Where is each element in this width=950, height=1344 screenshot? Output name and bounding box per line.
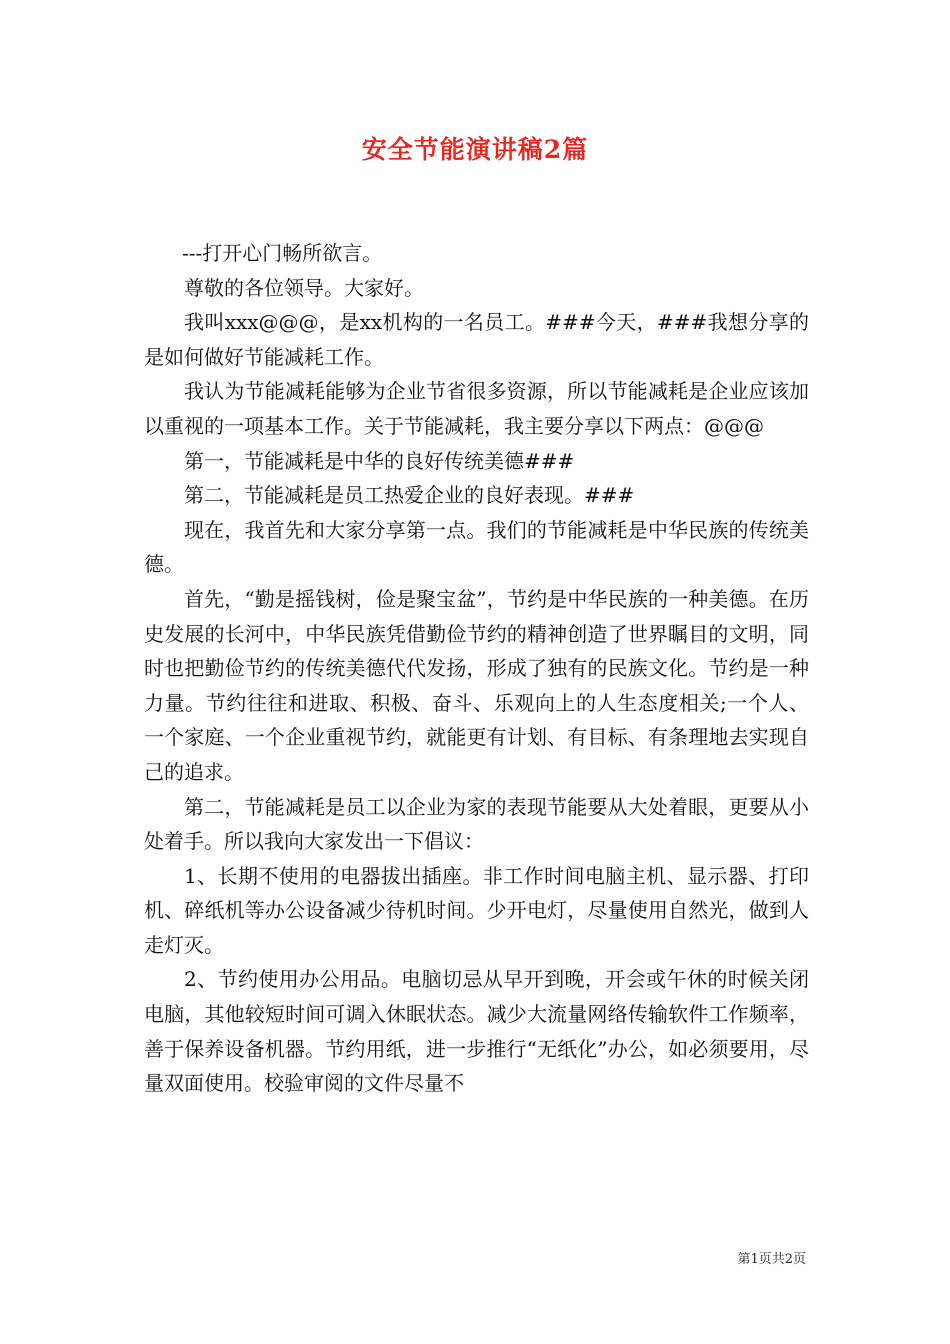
paragraph-point-two: 第二，节能减耗是员工热爱企业的良好表现。### — [184, 483, 635, 508]
subtitle: ---打开心门畅所欲言。 — [182, 241, 383, 265]
page-number: 第1页共2页 — [737, 1252, 806, 1267]
paragraph-enterprise: 第二，节能减耗是员工以企业为家的表现节能要从大处着眼，更要从小处着手。所以我向大家发出一下倡议： — [144, 794, 809, 854]
paragraph-overview: 我认为节能减耗能够为企业节省很多资源，所以节能减耗是企业应该加以重视的一项基本工作。关于节能减耗，我主要分享以下两点：@@@ — [144, 379, 809, 438]
paragraph-tradition: 首先，“勤是摇钱树，俭是聚宝盆”，节约是中华民族的一种美德。在历史发展的长河中，中华民族凭借勤俭节约的精神创造了世界瞩目的文明，同时也把勤俭节约的传统美德代代发扬，形成了独有的民族文化。节约是一种力量。节约往往和进取、积极、奋斗、乐观向上的人生态度相关;一个人、一个家庭、一个企业重视节约，就能更有计划、有目标、有条理地去实现自己的追求。 — [144, 586, 809, 784]
paragraph-proposal-two: 2、节约使用办公用品。电脑切忌从早开到晚，开会或午休的时候关闭电脑，其他较短时间可调入休眠状态。减少大流量网络传输软件工作频率，善于保养设备机器。节约用纸，进一步推行“无纸化”办公，如必须要用，尽量双面使用。校验审阅的文件尽量不 — [144, 967, 809, 1096]
document-title: 安全节能演讲稿2篇 — [361, 135, 589, 164]
paragraph-point-one: 第一，节能减耗是中华的良好传统美德### — [184, 448, 575, 473]
document-body — [144, 236, 809, 1101]
paragraph-introduction: 我叫xxx@@@，是xx机构的一名员工。###今天，###我想分享的是如何做好节能减耗工作。 — [144, 310, 809, 369]
paragraph-greeting: 尊敬的各位领导。大家好。 — [184, 275, 424, 300]
paragraph-transition: 现在，我首先和大家分享第一点。我们的节能减耗是中华民族的传统美德。 — [144, 517, 809, 577]
paragraph-proposal-one: 1、长期不使用的电器拔出插座。非工作时间电脑主机、显示器、打印机、碎纸机等办公设备减少待机时间。少开电灯，尽量使用自然光，做到人走灯灭。 — [144, 863, 809, 957]
